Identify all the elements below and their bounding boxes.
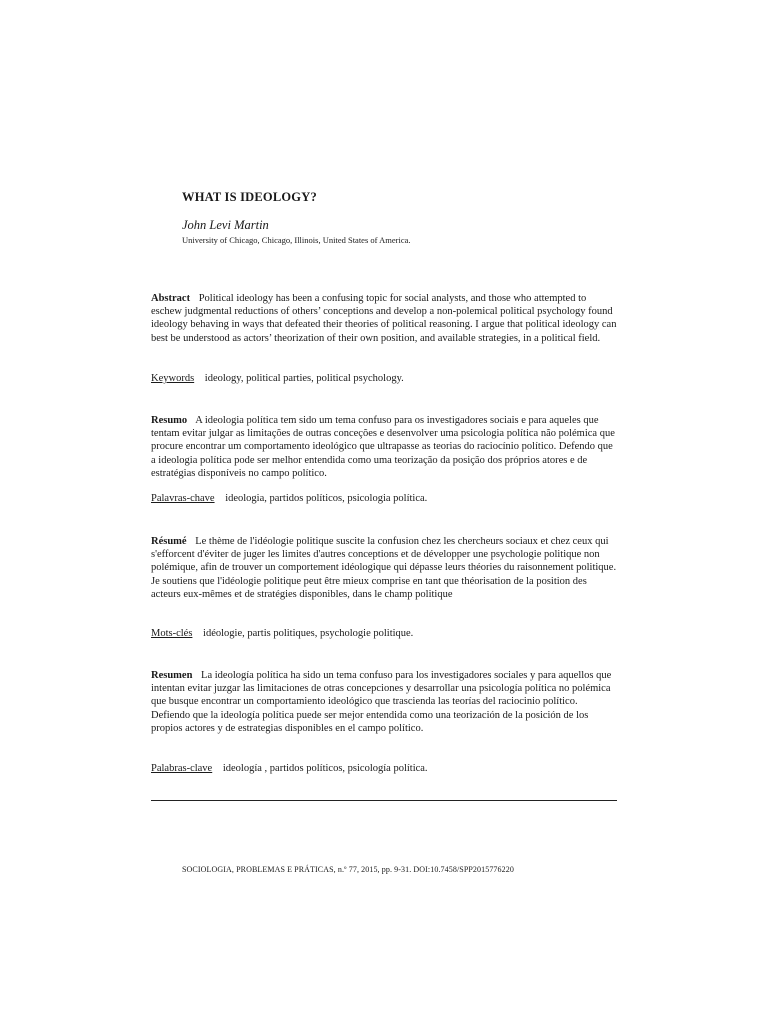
author-name: John Levi Martin: [182, 218, 269, 232]
keywords-spanish: [151, 762, 617, 775]
keywords-text: ideología , partidos políticos, psicología política.: [222, 763, 428, 774]
keywords-text: ideology, political parties, political psychology.: [204, 373, 404, 384]
abstract-french: [151, 535, 617, 601]
abstract-text: Le thème de l'idéologie politique suscite la confusion chez les chercheurs sociaux et chez ceux qui s'efforcent d'éviter de juger les limites d'autres conceptions et de développer une psychologie politique non polémique, afin de trouver un comportement idéologique qui dépasse leurs théories du raisonnement politique. Je soutiens que l'idéologie politique peut être mieux comprise en tant que théorisation de la position des acteurs eux-mêmes et de stratégies disponibles, dans le champ politique: [151, 536, 617, 600]
abstract-label: Résumé: [151, 536, 187, 547]
keywords-text: idéologie, partis politiques, psychologie politique.: [203, 628, 414, 639]
keywords-french: [151, 627, 617, 640]
abstract-english: [151, 292, 617, 345]
abstract-spanish: [151, 669, 617, 735]
keywords-label: Palavras-chave: [151, 493, 215, 504]
abstract-label: Resumen: [151, 670, 193, 681]
horizontal-rule: [151, 800, 617, 801]
keywords-label: Keywords: [151, 373, 195, 384]
abstract-text: A ideologia política tem sido um tema confuso para os investigadores sociais e para aqueles que tentam evitar julgar as limitações de outras conceções e desenvolver uma psicologia política não polémica que procure encontrar um comportamento ideológico que ultrapasse as teorias do raciocínio político. Defendo que a ideologia política pode ser melhor entendida como uma teorização da posição dos próprios atores e de estratégias disponíveis no campo político.: [151, 415, 615, 479]
keywords-english: [151, 372, 617, 385]
journal-citation-footer: SOCIOLOGIA, PROBLEMAS E PRÁTICAS, n.º 77, 2015, pp. 9-31. DOI:10.7458/SPP2015776220: [182, 865, 514, 874]
abstract-text: Political ideology has been a confusing topic for social analysts, and those who attempted to eschew judgmental reductions of others’ conceptions and develop a non-polemical political psychology found ideology behaving in ways that defeated their theories of political reasoning. I argue that political ideology can best be understood as actors’ theorization of their own position, and available strategies, in a political field.: [151, 293, 617, 344]
abstract-portuguese: [151, 414, 617, 480]
keywords-label: Mots-clés: [151, 628, 193, 639]
keywords-text: ideologia, partidos políticos, psicologia política.: [225, 493, 428, 504]
abstract-text: La ideología política ha sido un tema confuso para los investigadores sociales y para aquellos que intentan evitar juzgar las limitaciones de otras concepciones y desarrollar una psicología política no polémica que busque encontrar un comportamiento ideológico que trascienda las teorías del raciocinio político. Defiendo que la ideología política puede ser mejor entendida como una teorización de la posición de los propios actores y de estrategias disponibles en el campo político.: [151, 670, 612, 734]
keywords-label: Palabras-clave: [151, 763, 213, 774]
abstract-label: Resumo: [151, 415, 188, 426]
abstract-label: Abstract: [151, 293, 191, 304]
paper-title: WHAT IS IDEOLOGY?: [182, 190, 317, 204]
keywords-portuguese: [151, 492, 617, 505]
author-affiliation: University of Chicago, Chicago, Illinois, United States of America.: [182, 235, 411, 245]
